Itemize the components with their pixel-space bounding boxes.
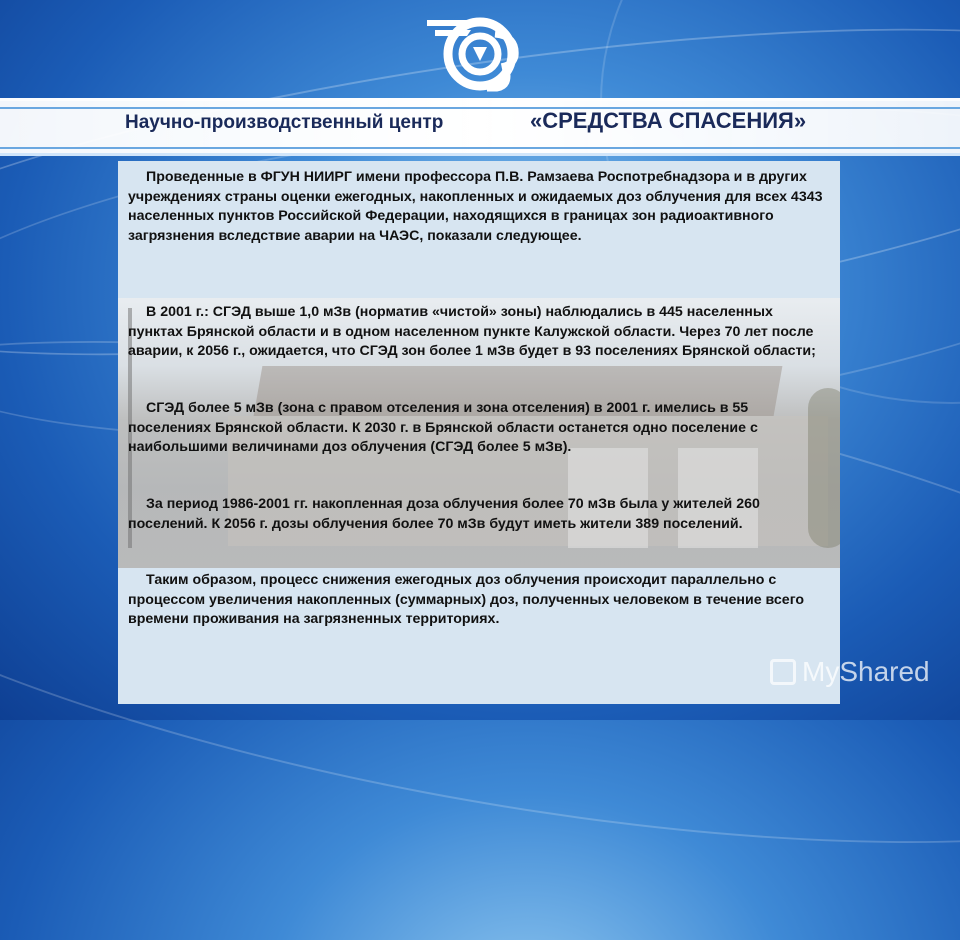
myshared-logo-icon <box>770 659 796 685</box>
paragraph-70msv: За период 1986-2001 гг. накопленная доза облучения более 70 мЗв была у жителей 260 поселений. К 2056 г. дозы облучения более 70 мЗв будут иметь жители 389 поселений. <box>128 496 760 532</box>
divider <box>0 147 960 149</box>
paragraph-2001: В 2001 г.: СГЭД выше 1,0 мЗв (норматив «чистой» зоны) наблюдались в 445 населенных пунктах Брянской области и в одном населенном пункте Калужской области. Через 70 лет после аварии, к 2056 г., ожидается, что СГЭД зон более 1 мЗв будет в 93 поселениях Брянской области; <box>128 304 816 359</box>
watermark <box>770 656 930 688</box>
divider <box>0 107 960 109</box>
rescue-center-logo-icon <box>425 14 523 94</box>
content-panel <box>118 161 840 704</box>
org-prefix: Научно-производственный центр <box>125 112 444 133</box>
org-name: «СРЕДСТВА СПАСЕНИЯ» <box>530 108 807 133</box>
paragraph-conclusion: Таким образом, процесс снижения ежегодных доз облучения происходит параллельно с процессом увеличения накопленных (суммарных) доз, полученных человеком в течение всего времени проживания на загрязненных территориях. <box>128 572 805 627</box>
watermark-text: MyShared <box>802 656 930 687</box>
paragraph-5msv: СГЭД более 5 мЗв (зона с правом отселения и зона отселения) в 2001 г. имелись в 55 поселениях Брянской области. К 2030 г. в Брянской области останется одно поселение с наибольшими величинами доз облучения (СГЭД более 5 мЗв). <box>128 400 758 455</box>
paragraph-intro: Проведенные в ФГУН НИИРГ имени профессора П.В. Рамзаева Роспотребнадзора и в других учреждениях страны оценки ежегодных, накопленных и ожидаемых доз облучения для всех 4343 населенных пунктов Российской Федерации, находящихся в границах зон радиоактивного загрязнения вследствие аварии на ЧАЭС, показали следующее. <box>128 169 823 244</box>
